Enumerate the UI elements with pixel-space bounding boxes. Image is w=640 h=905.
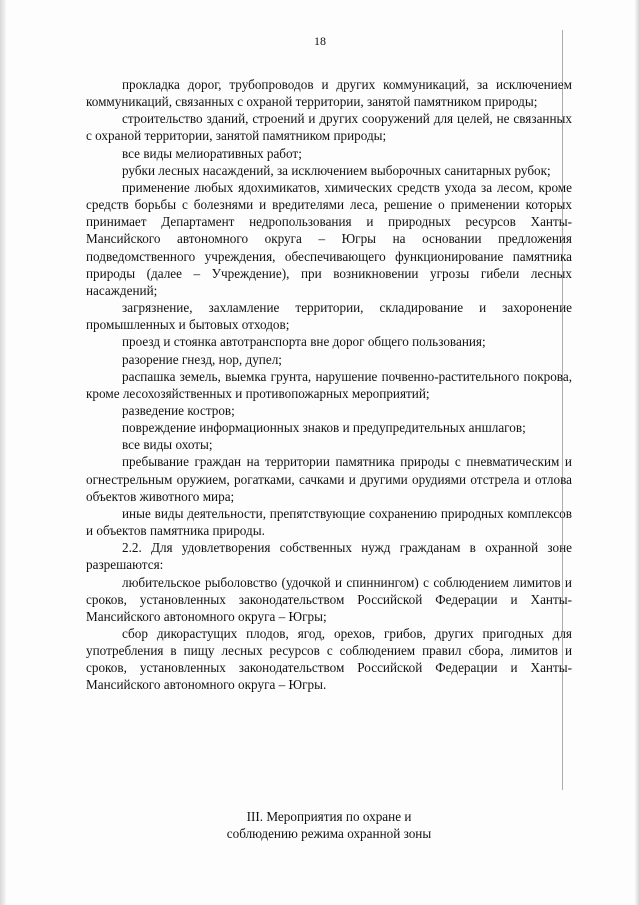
paragraph: все виды охоты;: [122, 437, 213, 453]
section-heading: [86, 808, 572, 842]
paragraph: загрязнение, захламление территории, складирование и захоронение промышленных и бытовых отходов;: [86, 300, 572, 333]
paragraph: любительское рыболовство (удочкой и спиннингом) с соблюдением лимитов и сроков, установленных законодательством Российской Федерации и Ханты-Мансийского автономного округа – Югры;: [86, 574, 572, 624]
section-heading-line-1: III. Мероприятия по охране и: [246, 809, 412, 824]
page-number: 18: [314, 34, 326, 48]
paragraph: сбор дикорастущих плодов, ягод, орехов, грибов, других пригодных для употребления в пищу лесных ресурсов с соблюдением правил сбора, лимитов и сроков, установленных законодательством Российской Федерации и Ханты-Мансийского автономного округа – Югры.: [86, 626, 572, 693]
paragraph: 2.2. Для удовлетворения собственных нужд гражданам в охранной зоне разрешаются:: [86, 540, 572, 573]
paragraph: строительство зданий, строений и других сооружений для целей, не связанных с охраной территории, занятой памятником природы;: [86, 111, 572, 144]
scan-edge-left: [0, 0, 6, 905]
paragraph: применение любых ядохимикатов, химических средств ухода за лесом, кроме средств борьбы с болезнями и вредителями леса, решение о применении которых принимает Департамент недропользования и природных ресурсов Ханты-Мансийского автономного округа – Югры на основании предложения подведомственного учреждения, обеспечивающего функционирование памятника природы (далее – Учреждение), при возникновении угрозы гибели лесных насаждений;: [86, 179, 572, 298]
paragraph: рубки лесных насаждений, за исключением выборочных санитарных рубок;: [122, 162, 551, 178]
paragraph: разорение гнезд, нор, дупел;: [122, 351, 282, 367]
document-body: [86, 76, 572, 694]
section-heading-line-2: соблюдению режима охранной зоны: [226, 826, 432, 842]
paragraph: иные виды деятельности, препятствующие сохранению природных комплексов и объектов памятника природы.: [86, 505, 572, 539]
paragraph: повреждение информационных знаков и предупредительных аншлагов;: [122, 420, 526, 436]
paragraph: прокладка дорог, трубопроводов и других коммуникаций, за исключением коммуникаций, связанных с охраной территории, занятой памятником природы;: [86, 77, 572, 110]
paragraph: пребывание граждан на территории памятника природы с пневматическим и огнестрельным оружием, рогатками, сачками и другими орудиями отстрела и отлова объектов животного мира;: [86, 454, 572, 504]
paragraph: все виды мелиоративных работ;: [122, 145, 302, 161]
scan-edge-right: [635, 0, 640, 905]
paragraph: распашка земель, выемка грунта, нарушение почвенно-растительного покрова, кроме лесохозяйственных и противопожарных мероприятий;: [86, 368, 572, 401]
paragraph: разведение костров;: [122, 402, 235, 418]
paragraph: проезд и стоянка автотранспорта вне дорог общего пользования;: [122, 334, 486, 350]
